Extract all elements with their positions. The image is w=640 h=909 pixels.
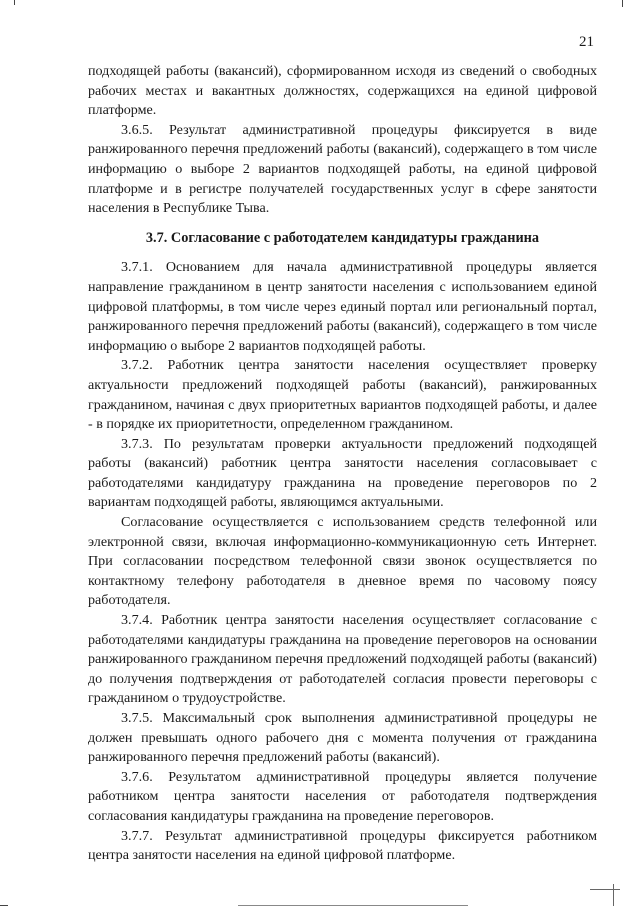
scan-artifact-bottom-left bbox=[0, 905, 8, 906]
paragraph-3-6-5: 3.6.5. Результат административной процедуры фиксируется в виде ранжированного перечня предложений работы (вакансий), содержащего в том числе информацию о выборе 2 вариантов подходящей работы, на единой цифровой платформе и в регистре получателей государственных услуг в сфере занятости населения в Республике Тыва. bbox=[88, 121, 597, 217]
scan-artifact-top-right bbox=[622, 0, 623, 7]
paragraph-3-7-3: 3.7.3. По результатам проверки актуальности предложений подходящей работы (вакансий) работник центра занятости населения согласовывает с работодателями кандидатуру гражданина на проведение переговоров по 2 вариантам подходящей работы, являющимся актуальными. bbox=[88, 435, 597, 511]
scan-artifact-bottom-line-1 bbox=[238, 905, 468, 906]
paragraph-3-7-5: 3.7.5. Максимальный срок выполнения административной процедуры не должен превышать одного рабочего дня с момента получения от гражданина ранжированного перечня предложений работы (вакансий). bbox=[88, 710, 597, 766]
paragraph-3-7-4: 3.7.4. Работник центра занятости населения осуществляет согласование с работодателями кандидатуры гражданина на проведение переговоров на основании ранжированного гражданином перечня предложений подходящей работы (вакансий) до получения подтверждения от работодателей согласия провести переговоры с гражданином о трудоустройстве. bbox=[88, 612, 597, 707]
paragraph-3-7-7: 3.7.7. Результат административной процедуры фиксируется работником центра занятости населения на единой цифровой платформе. bbox=[88, 827, 597, 864]
scan-artifact-bottom-right bbox=[613, 884, 614, 906]
paragraph-coordination-method: Согласование осуществляется с использованием средств телефонной или электронной связи, включая информационно-коммуникационную сеть Интернет. При согласовании посредством телефонной связи звонок осуществляется по контактному телефону работодателя в дневное время по часовому поясу работодателя. bbox=[88, 514, 597, 609]
section-heading-3-7: 3.7. Согласование с работодателем кандидатуры гражданина bbox=[145, 229, 540, 246]
paragraph-3-7-2: 3.7.2. Работник центра занятости населения осуществляет проверку актуальности предложений подходящей работы (вакансий), ранжированных гражданином, начиная с двух приоритетных вариантов подходящей работы, и далее - в порядке их приоритетности, определенном гражданином. bbox=[88, 357, 597, 433]
paragraph-3-7-1: 3.7.1. Основанием для начала административной процедуры является направление гражданином в центр занятости населения с использованием единой цифровой платформы, в том числе через единый портал или региональный портал, ранжированного перечня предложений работы (вакансий), содержащего в том числе информацию о выборе 2 вариантов подходящей работы. bbox=[88, 259, 597, 354]
paragraph-continuation: подходящей работы (вакансий), сформированном исходя из сведений о свободных рабочих местах и вакантных должностях, содержащихся на единой цифровой платформе. bbox=[88, 63, 597, 119]
scan-artifact-bottom-line-2 bbox=[590, 889, 620, 890]
scan-artifact-top-left bbox=[14, 0, 15, 5]
page-number: 21 bbox=[579, 34, 594, 50]
paragraph-3-7-6: 3.7.6. Результатом административной процедуры является получение работником центра занятости населения от работодателя подтверждения согласования кандидатуры гражданина на проведение переговоров. bbox=[88, 768, 597, 824]
document-body bbox=[88, 62, 597, 866]
